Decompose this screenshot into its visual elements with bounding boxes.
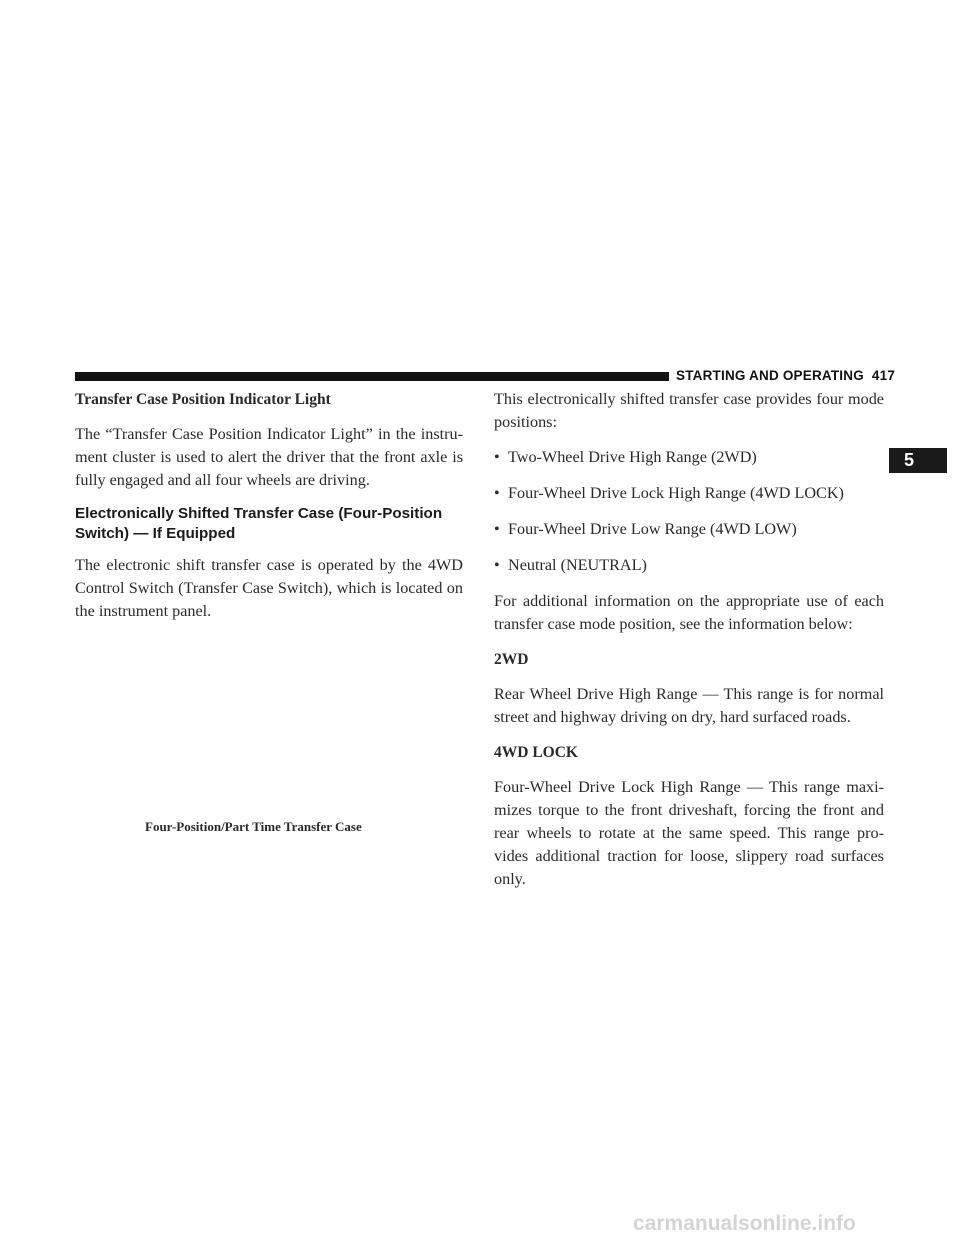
bullet-icon: • [494, 556, 500, 574]
list-item: • Two-Wheel Drive High Range (2WD) [494, 448, 757, 466]
list-item: • Neutral (NEUTRAL) [494, 556, 647, 574]
list-item: • Four-Wheel Drive Lock High Range (4WD LOCK) [494, 484, 844, 502]
paragraph-2wd: Rear Wheel Drive High Range — This range is for normal street and highway driving on dry, hard surfaced roads. [494, 685, 884, 726]
figure-caption: Four-Position/Part Time Transfer Case [145, 819, 362, 834]
paragraph-4wd-lock: Four-Wheel Drive Lock High Range — This range maxi- mizes torque to the front driveshaft, forcing the front and rear wheels to rotate at the same speed. This range pro- vides additional traction for loose, slippery road surfaces only. [494, 778, 884, 888]
transfer-case-subheading: Electronically Shifted Transfer Case (Four-Position Switch) — If Equipped [75, 505, 443, 542]
bullet-icon: • [494, 448, 500, 466]
heading-4wd-lock: 4WD LOCK [494, 744, 578, 761]
left-column [75, 388, 463, 635]
list-item: • Four-Wheel Drive Low Range (4WD LOW) [494, 520, 797, 538]
page-number: 417 [871, 368, 896, 383]
transfer-case-paragraph: The electronic shift transfer case is operated by the 4WD Control Switch (Transfer Case Switch), which is located on the instrument panel. [75, 556, 463, 620]
bullet-icon: • [494, 520, 500, 538]
running-header [676, 366, 896, 386]
indicator-light-paragraph: The “Transfer Case Position Indicator Light” in the instru- ment cluster is used to alert the driver that the front axle is fully engaged and all four wheels are driving. [75, 425, 463, 489]
right-column [494, 388, 884, 903]
additional-info-paragraph: For additional information on the appropriate use of each transfer case mode position, see the information below: [494, 592, 884, 633]
header-rule [75, 372, 669, 381]
chapter-tab: 5 [889, 448, 947, 473]
watermark: carmanualsonline.info [633, 1212, 856, 1235]
mode-list [494, 446, 884, 576]
indicator-light-heading: Transfer Case Position Indicator Light [75, 391, 331, 408]
bullet-icon: • [494, 484, 500, 502]
modes-intro: This electronically shifted transfer case provides four mode positions: [494, 390, 884, 431]
heading-2wd: 2WD [494, 651, 529, 668]
section-title: STARTING AND OPERATING [676, 368, 864, 383]
